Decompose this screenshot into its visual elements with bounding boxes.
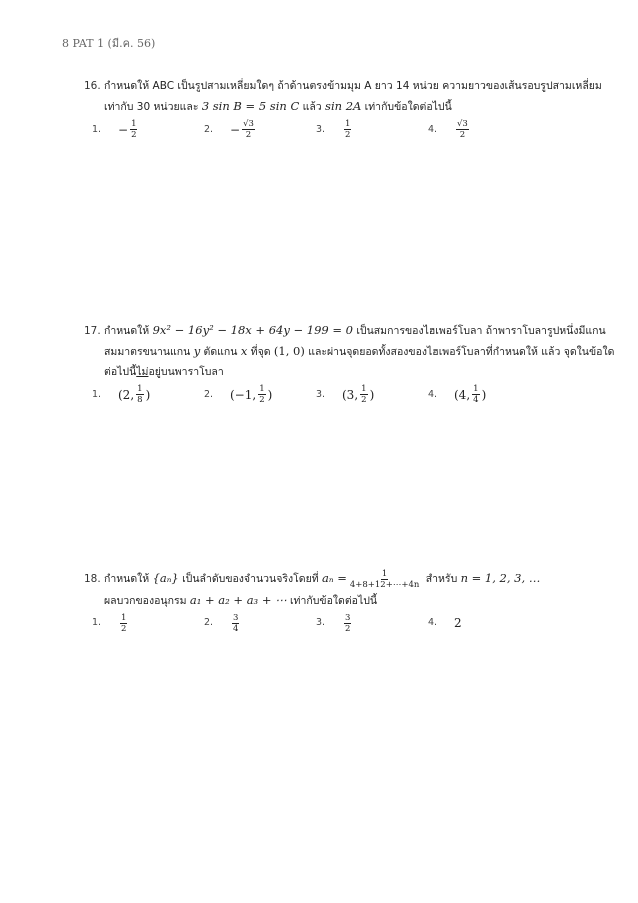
numerator: 1 [473, 384, 479, 394]
q17-line-3 [84, 362, 584, 382]
q18-choices [84, 613, 584, 639]
choice-number: 3. [316, 388, 326, 400]
choice-suffix: ) [481, 387, 487, 402]
q16-choice-2[interactable] [204, 119, 257, 140]
choice-sign: − [118, 122, 129, 137]
numerator: 1 [361, 384, 367, 394]
q17-number: 17. [84, 325, 101, 337]
q16-math-condition: 3 sin B = 5 sin C [201, 99, 300, 113]
choice-number: 3. [316, 123, 326, 135]
q17-text-4: ตัดแกน [203, 346, 238, 358]
question-17 [84, 320, 615, 410]
q18-math-sequence: {aₙ} [152, 571, 179, 585]
choice-number: 1. [92, 388, 102, 400]
numerator: 1 [381, 568, 388, 579]
q16-line-1 [84, 76, 602, 96]
q18-choice-4[interactable] [428, 613, 462, 633]
q17-text-5: ที่จุด [250, 346, 271, 358]
q16-line-2 [84, 96, 584, 117]
q17-text-3: สมมาตรขนานแกน [104, 346, 191, 358]
q17-choice-1[interactable] [92, 384, 150, 405]
choice-fraction [136, 384, 143, 405]
q17-math-x: x [240, 344, 248, 358]
choice-fraction [472, 384, 479, 405]
choice-fraction [130, 119, 137, 140]
q16-math-target: sin 2A [325, 99, 362, 113]
numerator: 3 [345, 612, 351, 623]
denominator: 2 [345, 130, 351, 140]
choice-fraction [242, 119, 255, 140]
q16-choices [84, 119, 584, 145]
choice-prefix: (2, [118, 387, 135, 402]
choice-number: 1. [92, 617, 102, 628]
denominator: 2 [259, 395, 265, 405]
question-16 [84, 76, 602, 145]
q17-math-point: (1, 0) [273, 344, 305, 358]
choice-suffix: ) [145, 387, 151, 402]
q17-choices [84, 384, 584, 410]
q18-text-5: เท่ากับข้อใดต่อไปนี้ [289, 594, 378, 607]
q18-math-n: n = 1, 2, 3, … [460, 571, 541, 585]
q16-text-2: เท่ากับ 30 หน่วยและ [104, 101, 199, 113]
q18-number: 18. [84, 573, 101, 585]
choice-suffix: ) [267, 387, 273, 402]
choice-fraction [344, 613, 351, 634]
choice-prefix: (3, [342, 387, 359, 402]
denominator: 4 [233, 623, 239, 634]
choice-value: 2 [454, 615, 462, 630]
numerator: 1 [131, 119, 137, 129]
choice-fraction [232, 613, 239, 634]
q16-text-4: เท่ากับข้อใดต่อไปนี้ [364, 101, 452, 113]
q18-line-2 [84, 590, 584, 611]
denominator: 2 [131, 130, 137, 140]
q17-math-y: y [193, 344, 201, 358]
q17-math-hyperbola: 9x² − 16y² − 18x + 64y − 199 = 0 [152, 323, 353, 337]
numerator: 3 [233, 612, 239, 623]
numerator: 1 [121, 612, 127, 623]
q16-choice-1[interactable] [92, 119, 139, 140]
numerator: √3 [243, 119, 254, 129]
choice-prefix: (−1, [230, 387, 257, 402]
q18-fraction-an [349, 569, 421, 590]
choice-fraction [360, 384, 367, 405]
q17-text-1: กำหนดให้ [104, 325, 150, 337]
choice-number: 4. [428, 388, 438, 400]
q16-text-3: แล้ว [302, 101, 322, 113]
choice-fraction [456, 119, 469, 140]
choice-sign: − [230, 122, 241, 137]
q17-text-2: เป็นสมการของไฮเพอร์โบลา ถ้าพาราโบลารูปหนึ่งมีแกน [356, 325, 606, 337]
page-header: 8 PAT 1 (มี.ค. 56) [62, 37, 156, 50]
q17-choice-3[interactable] [316, 384, 374, 405]
q18-text-3: สำหรับ [425, 573, 458, 585]
q17-choice-4[interactable] [428, 384, 486, 405]
question-18 [84, 568, 584, 639]
q16-text-1: กำหนดให้ ABC เป็นรูปสามเหลี่ยมใดๆ ถ้าด้านตรงข้ามมุม A ยาว 14 หน่วย ความยาวของเส้นรอบรูปสามเหลี่ยม [104, 80, 602, 92]
numerator: 1 [137, 384, 143, 394]
q16-choice-4[interactable] [428, 119, 471, 140]
choice-fraction [120, 613, 127, 634]
denominator: 2 [345, 623, 351, 634]
q18-text-1: กำหนดให้ [104, 573, 150, 585]
q18-math-an: aₙ = [322, 571, 347, 585]
q16-choice-3[interactable] [316, 119, 353, 140]
choice-fraction [258, 384, 265, 405]
q17-text-7: ต่อไปนี้ [104, 366, 137, 378]
choice-number: 2. [204, 617, 214, 628]
choice-number: 4. [428, 616, 438, 628]
numerator: √3 [457, 119, 468, 129]
numerator: 1 [259, 384, 265, 394]
q18-math-series: a₁ + a₂ + a₃ + ⋯ [189, 592, 287, 607]
q16-number: 16. [84, 80, 101, 92]
q18-choice-2[interactable] [204, 613, 241, 634]
q18-text-4: ผลบวกของอนุกรม [104, 594, 187, 607]
denominator: 2 [245, 130, 252, 140]
q17-text-not: ไม่ [136, 366, 149, 378]
choice-number: 2. [204, 123, 214, 135]
q18-choice-3[interactable] [316, 613, 353, 634]
q17-choice-2[interactable] [204, 384, 272, 405]
q17-line-2 [84, 341, 615, 362]
denominator: 8 [137, 395, 143, 405]
choice-suffix: ) [369, 387, 375, 402]
denominator: 4 [473, 395, 479, 405]
choice-number: 2. [204, 388, 214, 400]
choice-number: 3. [316, 617, 326, 628]
denominator: 4+8+12+⋯+4n [349, 579, 420, 590]
numerator: 1 [345, 119, 351, 129]
q17-line-1 [84, 320, 606, 341]
choice-fraction [344, 119, 351, 140]
q18-choice-1[interactable] [92, 613, 129, 634]
denominator: 2 [361, 395, 367, 405]
q17-text-8: อยู่บนพาราโบลา [148, 366, 224, 378]
choice-prefix: (4, [454, 387, 471, 402]
choice-number: 4. [428, 123, 438, 135]
choice-number: 1. [92, 123, 102, 135]
q18-line-1 [84, 568, 584, 590]
q18-text-2: เป็นลำดับของจำนวนจริงโดยที่ [182, 573, 319, 585]
q17-text-6: และผ่านจุดยอดทั้งสองของไฮเพอร์โบลาที่กำหนดให้ แล้ว จุดในข้อใด [308, 346, 615, 358]
denominator: 2 [121, 623, 127, 634]
denominator: 2 [459, 130, 466, 140]
